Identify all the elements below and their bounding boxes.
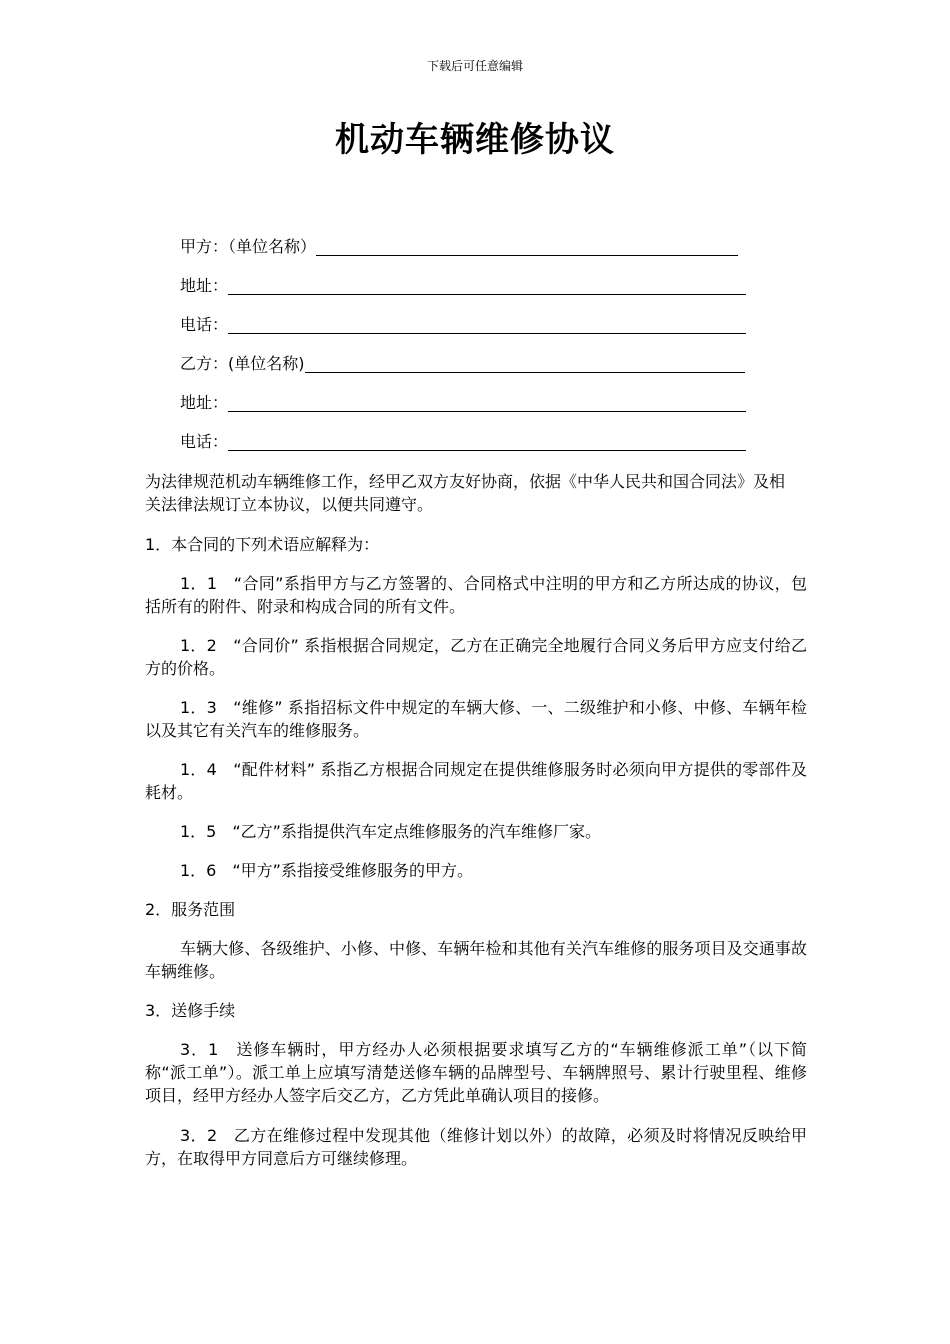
section-2-heading: 2．服务范围 bbox=[145, 900, 236, 919]
party-a-name-field bbox=[180, 235, 738, 259]
party-a-address-label: 地址： bbox=[180, 276, 229, 295]
party-a-phone-field bbox=[180, 313, 746, 337]
party-b-name-label: 乙方：(单位名称) bbox=[180, 354, 305, 373]
party-b-phone-blank[interactable] bbox=[228, 433, 746, 451]
party-b-name-field bbox=[180, 352, 745, 376]
section-1-5: 1．5 “乙方”系指提供汽车定点维修服务的汽车维修厂家。 bbox=[180, 822, 601, 841]
section-1-heading: 1．本合同的下列术语应解释为： bbox=[145, 535, 380, 554]
party-b-address-label: 地址： bbox=[180, 393, 229, 412]
party-b-address-blank[interactable] bbox=[228, 394, 746, 412]
section-1-6: 1．6 “甲方”系指接受维修服务的甲方。 bbox=[180, 861, 473, 880]
party-b-phone-label: 电话： bbox=[180, 432, 229, 451]
party-a-name-blank[interactable] bbox=[316, 238, 738, 256]
header-note: 下载后可任意编辑 bbox=[426, 59, 523, 73]
party-b-address-field bbox=[180, 391, 746, 415]
document-title: 机动车辆维修协议 bbox=[335, 120, 615, 160]
party-a-address-field bbox=[180, 274, 746, 298]
party-a-name-label: 甲方：（单位名称） bbox=[180, 237, 317, 256]
party-a-address-blank[interactable] bbox=[228, 277, 746, 295]
section-3-1: 3．1 送修车辆时，甲方经办人必须根据要求填写乙方的“车辆维修派工单”（以下简称“派工单”）。派工单上应填写清楚送修车辆的品牌型号、车辆牌照号、累计行驶里程、维修项目，经甲方经办人签字后交乙方，乙方凭此单确认项目的接修。 bbox=[145, 1040, 807, 1105]
intro-paragraph: 为法律规范机动车辆维修工作，经甲乙双方友好协商，依据《中华人民共和国合同法》及相关法律法规订立本协议，以便共同遵守。 bbox=[145, 472, 786, 514]
party-b-phone-field bbox=[180, 430, 746, 454]
section-1-1: 1．1 “合同”系指甲方与乙方签署的、合同格式中注明的甲方和乙方所达成的协议，包括所有的附件、附录和构成合同的所有文件。 bbox=[145, 574, 807, 616]
section-1-4: 1．4 “配件材料” 系指乙方根据合同规定在提供维修服务时必须向甲方提供的零部件及耗材。 bbox=[145, 760, 807, 802]
section-1-2: 1．2 “合同价” 系指根据合同规定，乙方在正确完全地履行合同义务后甲方应支付给乙方的价格。 bbox=[145, 636, 807, 678]
party-b-name-blank[interactable] bbox=[305, 355, 745, 373]
section-3-2: 3．2 乙方在维修过程中发现其他（维修计划以外）的故障，必须及时将情况反映给甲方，在取得甲方同意后方可继续修理。 bbox=[145, 1126, 807, 1168]
party-a-phone-label: 电话： bbox=[180, 315, 229, 334]
section-2-body: 车辆大修、各级维护、小修、中修、车辆年检和其他有关汽车维修的服务项目及交通事故车辆维修。 bbox=[145, 939, 807, 981]
party-a-phone-blank[interactable] bbox=[228, 316, 746, 334]
section-3-heading: 3．送修手续 bbox=[145, 1001, 236, 1020]
section-1-3: 1．3 “维修” 系指招标文件中规定的车辆大修、一、二级维护和小修、中修、车辆年检以及其它有关汽车的维修服务。 bbox=[145, 698, 807, 740]
